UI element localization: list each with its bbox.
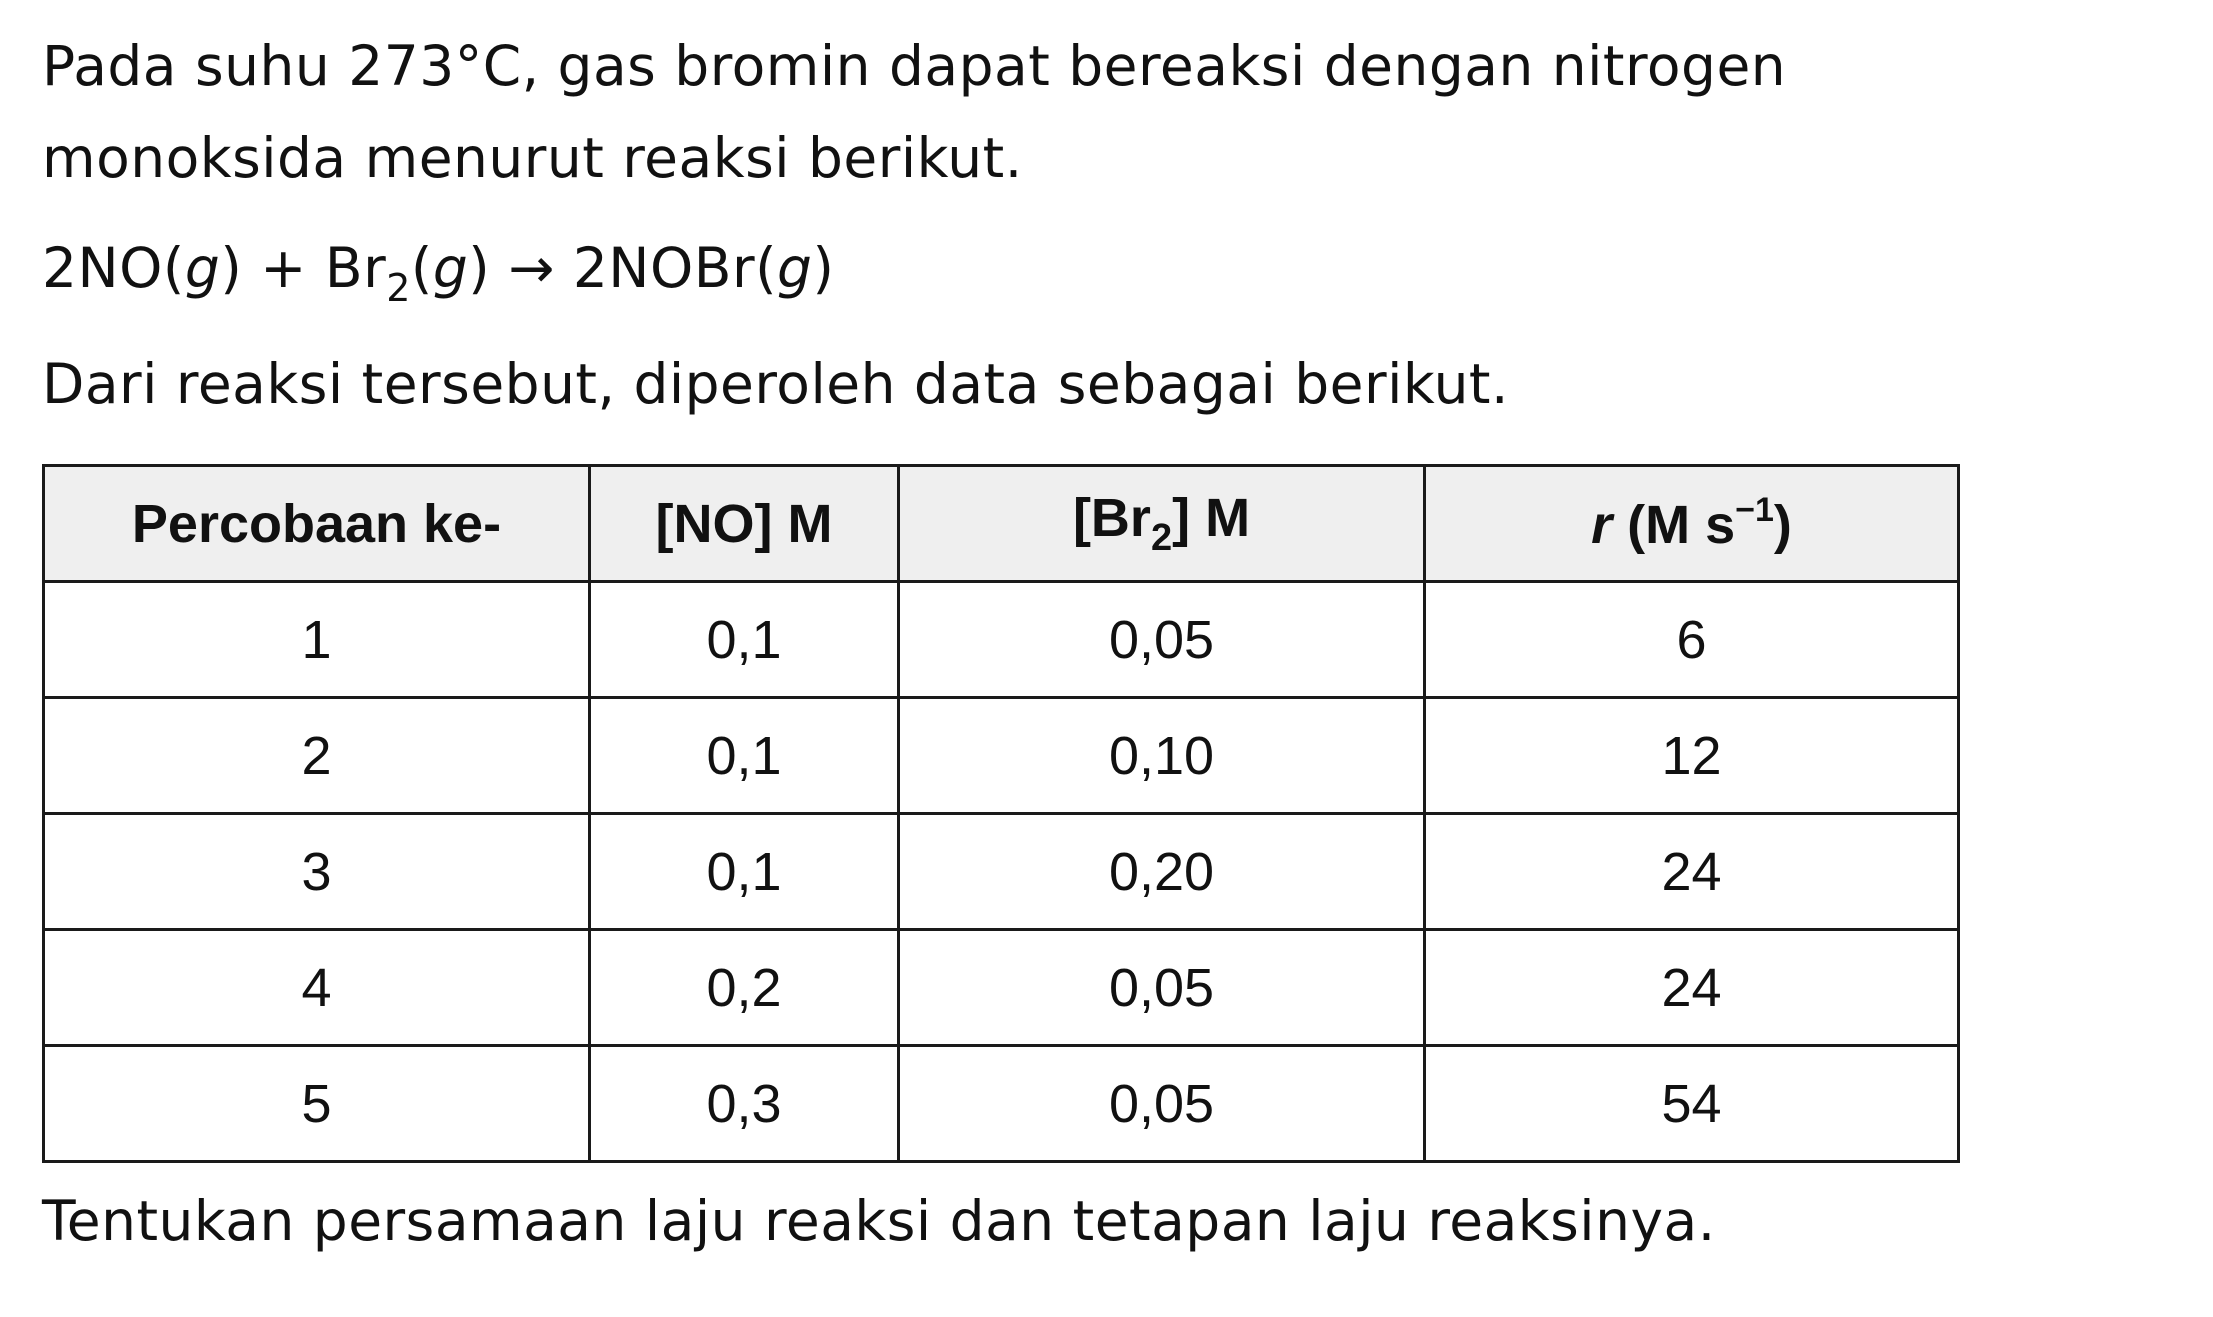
cell-rate: 6	[1425, 582, 1959, 698]
reaction-arrow-icon: →	[508, 236, 555, 300]
state-gas: g	[777, 236, 813, 300]
cell-trial: 1	[44, 582, 590, 698]
paren-open: (	[410, 236, 433, 300]
header-br2-subscript: 2	[1150, 517, 1173, 559]
cell-trial: 2	[44, 698, 590, 814]
header-rate-exponent: −1	[1735, 491, 1774, 529]
paren-close: )	[468, 236, 491, 300]
cell-no: 0,1	[590, 698, 899, 814]
intro-line-2: monoksida menurut reaksi berikut.	[42, 126, 1023, 190]
cell-trial: 3	[44, 814, 590, 930]
header-br2-concentration	[899, 466, 1425, 582]
header-no-concentration: [NO] M	[590, 466, 899, 582]
plus-sign: +	[260, 236, 307, 300]
cell-no: 0,1	[590, 582, 899, 698]
table-row	[44, 698, 1959, 814]
header-br2-open: [Br	[1072, 488, 1151, 548]
product-nobr: 2NOBr(	[572, 236, 778, 300]
state-gas: g	[184, 236, 221, 300]
paren-close: )	[812, 236, 835, 300]
data-intro-text: Dari reaksi tersebut, diperoleh data sebagai berikut.	[42, 352, 1509, 416]
experiment-data-table	[42, 464, 1960, 1163]
reactant-br-subscript: 2	[386, 266, 411, 310]
header-rate-close: )	[1773, 495, 1792, 555]
header-rate-unit: (M s	[1612, 495, 1736, 555]
table-row	[44, 1046, 1959, 1162]
cell-no: 0,3	[590, 1046, 899, 1162]
table-header-row	[44, 466, 1959, 582]
cell-rate: 12	[1425, 698, 1959, 814]
state-gas: g	[432, 236, 469, 300]
question-text: Tentukan persamaan laju reaksi dan tetapan laju reaksinya.	[42, 1189, 1716, 1253]
cell-rate: 54	[1425, 1046, 1959, 1162]
header-rate	[1425, 466, 1959, 582]
cell-trial: 4	[44, 930, 590, 1046]
intro-paragraph	[42, 20, 1786, 204]
table-row	[44, 814, 1959, 930]
intro-line-1: Pada suhu 273°C, gas bromin dapat bereaksi dengan nitrogen	[42, 34, 1787, 98]
reactant-no: 2NO(	[42, 236, 185, 300]
cell-br2: 0,20	[899, 814, 1425, 930]
header-trial: Percobaan ke-	[44, 466, 590, 582]
cell-br2: 0,10	[899, 698, 1425, 814]
cell-rate: 24	[1425, 814, 1959, 930]
reaction-equation	[42, 222, 834, 334]
table-row	[44, 582, 1959, 698]
header-rate-symbol: r	[1591, 495, 1613, 555]
reactant-br: Br	[324, 236, 387, 300]
cell-br2: 0,05	[899, 930, 1425, 1046]
cell-br2: 0,05	[899, 582, 1425, 698]
cell-no: 0,2	[590, 930, 899, 1046]
header-br2-close: ] M	[1172, 488, 1251, 548]
cell-no: 0,1	[590, 814, 899, 930]
paren-close: )	[220, 236, 243, 300]
cell-trial: 5	[44, 1046, 590, 1162]
cell-br2: 0,05	[899, 1046, 1425, 1162]
cell-rate: 24	[1425, 930, 1959, 1046]
table-row	[44, 930, 1959, 1046]
